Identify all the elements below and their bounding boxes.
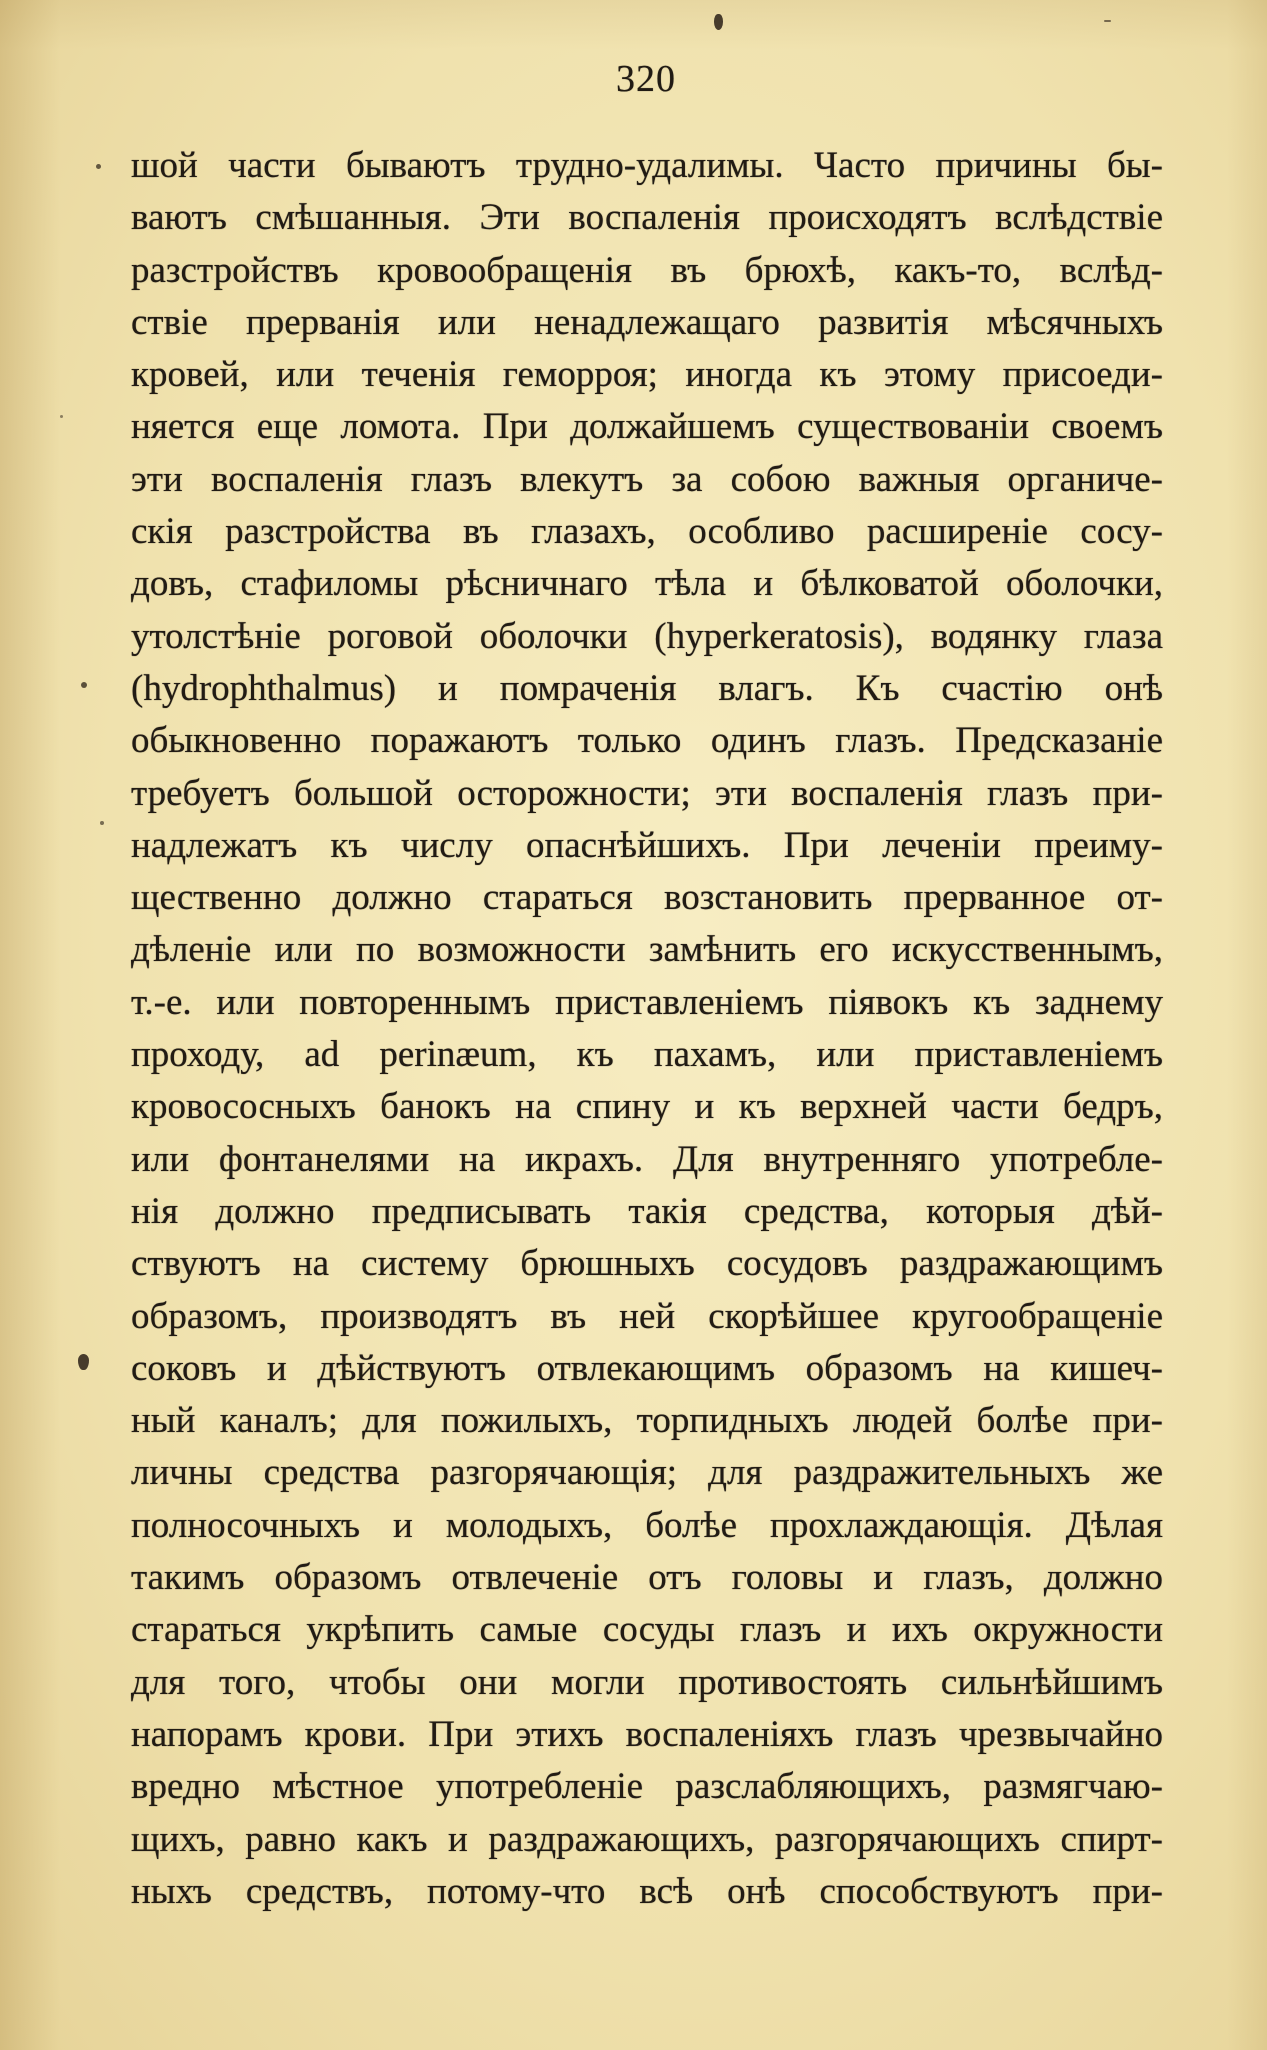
text-line: ваютъ смѣшанныя. Эти воспаленія происходятъ вслѣдствіе (131, 197, 1163, 239)
ink-speck (1104, 20, 1111, 22)
text-line: разстройствъ кровообращенія въ брюхѣ, какъ-то, вслѣд- (131, 249, 1163, 291)
text-line: ныхъ средствъ, потому-что всѣ онѣ способствуютъ при- (131, 1870, 1163, 1912)
text-line: щихъ, равно какъ и раздражающихъ, разгорячающихъ спирт- (131, 1818, 1163, 1860)
text-line: ствуютъ на систему брюшныхъ сосудовъ раздражающимъ (131, 1243, 1163, 1285)
text-line: кровей, или теченія геморроя; иногда къ этому присоеди- (131, 354, 1163, 396)
text-line: такимъ образомъ отвлеченіе отъ головы и глазъ, должно (131, 1557, 1163, 1599)
text-line: няется еще ломота. При должайшемъ существованіи своемъ (131, 406, 1163, 448)
text-line: вредно мѣстное употребленіе разслабляющихъ, размягчаю- (131, 1766, 1163, 1808)
ink-speck (714, 14, 723, 30)
text-line: личны средства разгорячающія; для раздражительныхъ же (131, 1452, 1163, 1494)
text-line: дѣленіе или по возможности замѣнить его искусственнымъ, (131, 929, 1163, 971)
text-line: нія должно предписывать такія средства, которыя дѣй- (131, 1190, 1163, 1232)
text-line: или фонтанелями на икрахъ. Для внутренняго употребле- (131, 1138, 1163, 1180)
text-line: обыкновенно поражаютъ только одинъ глазъ. Предсказаніе (131, 720, 1163, 762)
text-line: требуетъ большой осторожности; эти воспаленія глазъ при- (131, 772, 1163, 814)
text-line: скія разстройства въ глазахъ, особливо расширеніе сосу- (131, 511, 1163, 553)
text-line: ный каналъ; для пожилыхъ, торпидныхъ людей болѣе при- (131, 1400, 1163, 1442)
text-line: шой части бываютъ трудно-удалимы. Часто причины бы- (131, 145, 1163, 186)
ink-speck (100, 821, 104, 825)
ink-speck (96, 164, 101, 169)
ink-speck (60, 415, 63, 418)
text-line: т.-е. или повтореннымъ приставленіемъ піявокъ къ заднему (131, 981, 1163, 1023)
page-number: 320 (616, 58, 676, 100)
text-line: кровососныхъ банокъ на спину и къ верхней части бедръ, (131, 1086, 1163, 1128)
text-line: эти воспаленія глазъ влекутъ за собою важныя органиче- (131, 458, 1163, 500)
text-line: утолстѣніе роговой оболочки (hyperkeratosis), водянку глаза (131, 615, 1163, 657)
text-line: для того, чтобы они могли противостоять сильнѣйшимъ (131, 1661, 1163, 1703)
text-line: щественно должно стараться возстановить прерванное от- (131, 877, 1163, 919)
text-line: (hydrophthalmus) и помраченія влагъ. Къ счастію онѣ (131, 667, 1163, 709)
text-line: ствіе прерванія или ненадлежащаго развитія мѣсячныхъ (131, 301, 1163, 343)
text-line: проходу, ad perinæum, къ пахамъ, или приставленіемъ (131, 1034, 1163, 1076)
text-line: полносочныхъ и молодыхъ, болѣе прохлаждающія. Дѣлая (131, 1504, 1163, 1546)
text-line: довъ, стафиломы рѣсничнаго тѣла и бѣлковатой оболочки, (131, 563, 1163, 605)
ink-speck (81, 682, 87, 688)
text-line: соковъ и дѣйствуютъ отвлекающимъ образомъ на кишеч- (131, 1347, 1163, 1389)
body-text (131, 140, 1163, 1918)
text-line: надлежатъ къ числу опаснѣйшихъ. При леченіи преиму- (131, 824, 1163, 866)
text-line: стараться укрѣпить самые сосуды глазъ и ихъ окружности (131, 1609, 1163, 1651)
text-line: напорамъ крови. При этихъ воспаленіяхъ глазъ чрезвычайно (131, 1713, 1163, 1755)
ink-speck (78, 1354, 89, 1370)
text-line: образомъ, производятъ въ ней скорѣйшее кругообращеніе (131, 1295, 1163, 1337)
